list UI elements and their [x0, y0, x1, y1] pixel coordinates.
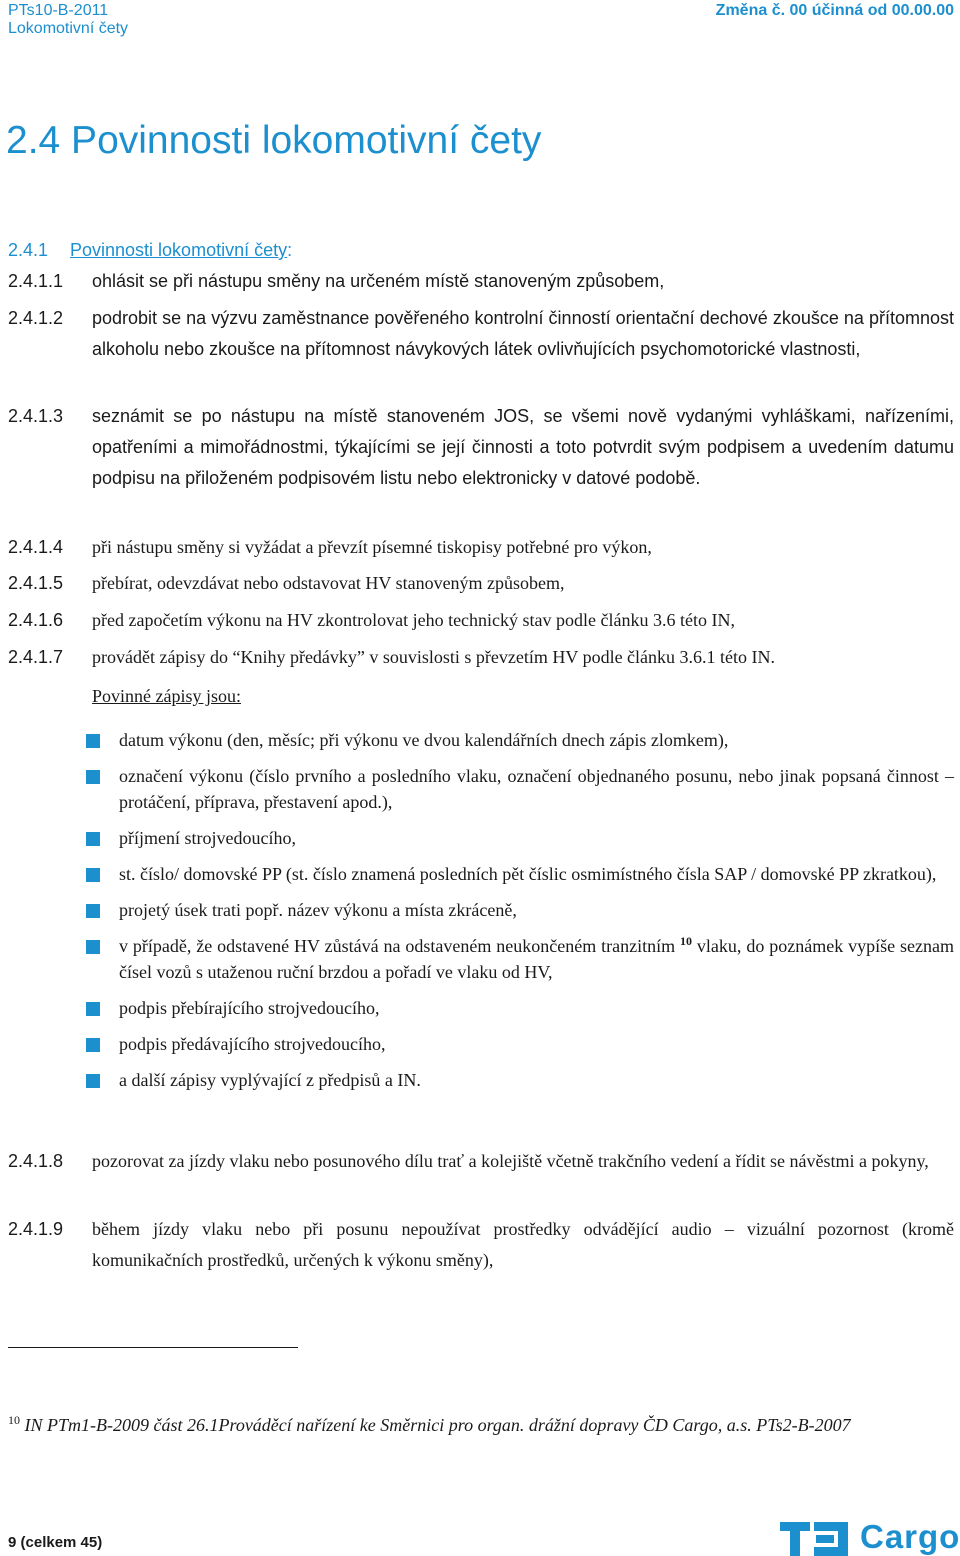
list-item: [86, 825, 954, 851]
square-bullet-icon: [86, 904, 100, 918]
item-text: před započetím výkonu na HV zkontrolovat jeho technický stav podle článku 3.6 této IN,: [92, 610, 735, 630]
square-bullet-icon: [86, 868, 100, 882]
square-bullet-icon: [86, 940, 100, 954]
bullet-text: projetý úsek trati popř. název výkonu a místa zkráceně,: [119, 900, 517, 920]
bullet-text: podpis přebírajícího strojvedoucího,: [119, 998, 380, 1018]
item-text: během jízdy vlaku nebo při posunu nepoužívat prostředky odvádějící audio – vizuální pozornost (kromě komunikačních prostředků, určených k výkonu směny),: [92, 1219, 954, 1270]
item-text: podrobit se na výzvu zaměstnance pověřeného kontrolní činností orientační dechové zkoušce na přítomnost alkoholu nebo zkoušce na přítomnost návykových látek ovlivňujících psychomotorické vlastnosti,: [92, 308, 954, 359]
item-number: 2.4.1.9: [8, 1219, 64, 1239]
list-item: [8, 401, 954, 494]
subsection-number: 2.4.1: [8, 240, 49, 260]
cd-cargo-logo: [780, 1518, 960, 1556]
item-number: 2.4.1.3: [8, 406, 64, 426]
list-item: [86, 1067, 954, 1093]
item-number: 2.4.1.5: [8, 573, 64, 593]
footnote: [8, 1413, 948, 1437]
bullet-text-a: v případě, že odstavené HV zůstává na odstaveném neukončeném tranzitním: [119, 936, 681, 956]
item-number: 2.4.1.4: [8, 537, 64, 557]
required-entries-list: [86, 727, 954, 1103]
list-item: [8, 1214, 954, 1276]
bullet-text-b: vlaku, do poznámek vypíše seznam čísel vozů s utaženou ruční brzdou a pořadí ve vlaku od HV,: [119, 936, 954, 982]
square-bullet-icon: [86, 832, 100, 846]
square-bullet-icon: [86, 770, 100, 784]
required-entries-label: Povinné zápisy jsou:: [92, 686, 241, 706]
bullet-text: st. číslo/ domovské PP (st. číslo znamená posledních pět číslic osmimístného čísla SAP / domovské PP zkratkou),: [119, 864, 937, 884]
footnote-text: IN PTm1-B-2009 část 26.1Prováděcí nařízení ke Směrnici pro organ. drážní dopravy ČD Cargo, a.s. PTs2-B-2007: [20, 1415, 851, 1435]
change-notice: Změna č. 00 účinná od 00.00.00: [715, 2, 954, 19]
bullet-text: a další zápisy vyplývající z předpisů a IN.: [119, 1070, 421, 1090]
square-bullet-icon: [86, 1038, 100, 1052]
bullet-text: označení výkonu (číslo prvního a posledního vlaku, označení objednaného posunu, nebo jinak popsaná činnost – protáčení, příprava, přestavení apod.),: [119, 766, 954, 812]
footnote-mark: 10: [8, 1413, 20, 1427]
bullet-text: podpis předávajícího strojvedoucího,: [119, 1034, 386, 1054]
list-item: [8, 303, 954, 365]
list-item: [86, 995, 954, 1021]
subsection-title: Povinnosti lokomotivní čety: [70, 240, 288, 260]
page-number: 9 (celkem 45): [8, 1534, 103, 1551]
subsection-colon: :: [287, 240, 293, 260]
list-item: [86, 763, 954, 815]
list-item: [8, 642, 954, 673]
item-text: ohlásit se při nástupu směny na určeném místě stanoveným způsobem,: [92, 271, 665, 291]
list-item: [86, 861, 954, 887]
list-item: [86, 1031, 954, 1057]
document-name: Lokomotivní čety: [8, 20, 129, 37]
list-item: [8, 532, 954, 563]
bullet-text: příjmení strojvedoucího,: [119, 828, 296, 848]
document-code: PTs10-B-2011: [8, 2, 109, 19]
subsection-heading: [8, 238, 292, 262]
section-title: 2.4 Povinnosti lokomotivní čety: [6, 119, 542, 162]
bullet-text: datum výkonu (den, měsíc; při výkonu ve dvou kalendářních dnech zápis zlomkem),: [119, 730, 729, 750]
logo-wordmark: Cargo: [860, 1518, 960, 1555]
item-text: pozorovat za jízdy vlaku nebo posunového dílu trať a kolejiště včetně trakčního vedení a řídit se návěstmi a pokyny,: [92, 1151, 929, 1171]
item-number: 2.4.1.6: [8, 610, 64, 630]
list-item: [8, 568, 954, 599]
list-item: [86, 897, 954, 923]
item-text: seznámit se po nástupu na místě stanoveném JOS, se všemi nově vydanými vyhláškami, nařízeními, opatřeními a mimořádnostmi, týkajícími se její činnosti a toto potvrdit svým podpisem a uvedením datumu podpisu na přiloženém podpisovém listu nebo elektronicky v datové podobě.: [92, 406, 954, 488]
list-item: [86, 933, 954, 985]
item-text: při nástupu směny si vyžádat a převzít písemné tiskopisy potřebné pro výkon,: [92, 537, 652, 557]
item-number: 2.4.1.7: [8, 647, 64, 667]
square-bullet-icon: [86, 1074, 100, 1088]
list-item: [8, 266, 954, 297]
item-number: 2.4.1.8: [8, 1151, 64, 1171]
square-bullet-icon: [86, 734, 100, 748]
item-number: 2.4.1.1: [8, 271, 64, 291]
list-item: [8, 605, 954, 636]
item-text: provádět zápisy do “Knihy předávky” v souvislosti s převzetím HV podle článku 3.6.1 této IN.: [92, 647, 776, 667]
list-item: [8, 1146, 954, 1177]
cd-cargo-logo-icon: [780, 1522, 852, 1556]
footnote-reference[interactable]: 10: [680, 934, 693, 948]
item-number: 2.4.1.2: [8, 308, 64, 328]
item-text: přebírat, odevzdávat nebo odstavovat HV stanoveným způsobem,: [92, 573, 565, 593]
footnote-divider: [8, 1347, 298, 1348]
list-item: [86, 727, 954, 753]
document-header-left: [8, 2, 128, 38]
square-bullet-icon: [86, 1002, 100, 1016]
